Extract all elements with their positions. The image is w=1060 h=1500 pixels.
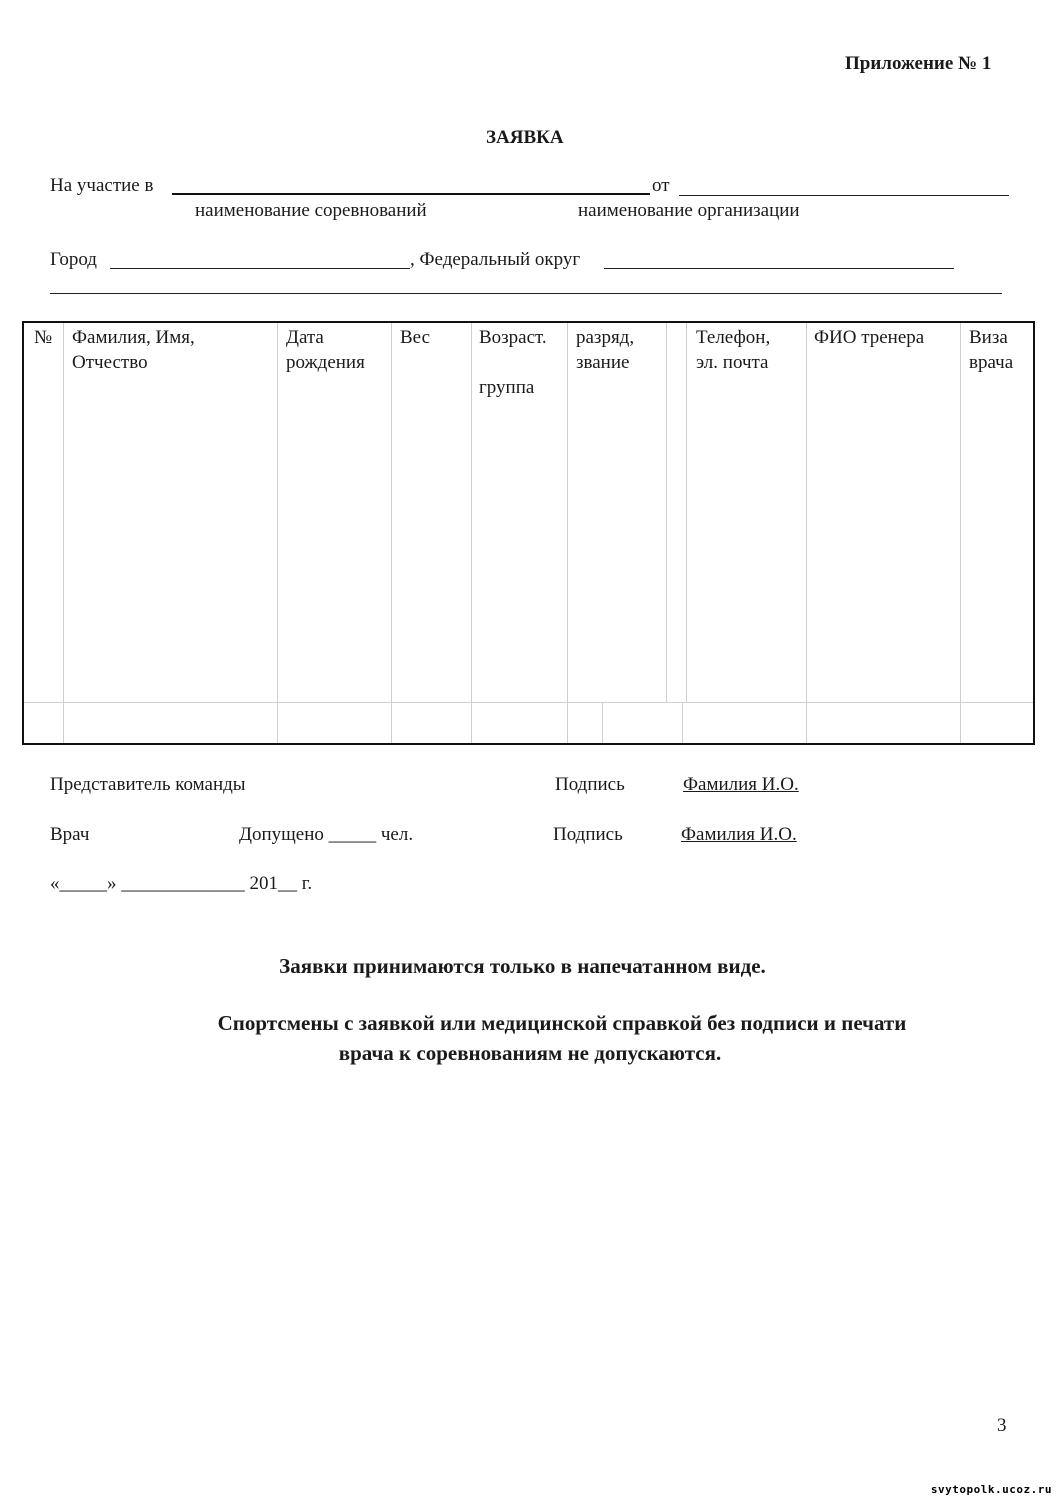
participation-label: На участие в (50, 175, 154, 196)
city-label: Город (50, 249, 97, 270)
table-column-divider (682, 702, 683, 743)
header-full-name: Фамилия, Имя, Отчество (72, 327, 195, 373)
notice-line-2: врача к соревнованиям не допускаются. (338, 1041, 722, 1065)
extra-field-line (50, 293, 1002, 294)
table-column-divider (391, 323, 392, 743)
page-number: 3 (997, 1415, 1007, 1436)
date-line: «_____» _____________ 201__ г. (50, 873, 313, 894)
signature-label-representative: Подпись (555, 774, 625, 795)
name-label-representative: Фамилия И.О. (683, 774, 799, 795)
appendix-label: Приложение № 1 (845, 53, 992, 74)
watermark: svytopolk.ucoz.ru (930, 1483, 1052, 1496)
doctor-label: Врач (50, 824, 90, 845)
competition-field-line (172, 193, 650, 195)
page-title: ЗАЯВКА (486, 127, 564, 148)
table-column-divider (806, 323, 807, 743)
district-field-line (604, 268, 954, 269)
participants-table (22, 321, 1035, 745)
city-field-line (110, 268, 410, 269)
table-column-divider (602, 702, 603, 743)
header-doctor-visa: Виза врача (969, 327, 1014, 373)
competition-caption: наименование соревнований (195, 200, 427, 221)
signature-label-doctor: Подпись (553, 824, 623, 845)
table-column-divider (63, 323, 64, 743)
notice-line-1: Спортсмены с заявкой или медицинской справкой без подписи и печати (217, 1011, 907, 1035)
header-rank: разряд, звание (576, 327, 635, 373)
from-label: от (652, 175, 670, 196)
organization-field-line (679, 195, 1009, 196)
header-weight: Вес (400, 327, 431, 348)
organization-caption: наименование организации (578, 200, 800, 221)
district-label: , Федеральный округ (410, 249, 581, 270)
table-column-divider (277, 323, 278, 743)
header-coach: ФИО тренера (814, 327, 925, 348)
notice-printed-only: Заявки принимаются только в напечатанном виде. (279, 954, 766, 978)
header-contacts: Телефон, эл. почта (696, 327, 771, 373)
header-birth-date: Дата рождения (286, 327, 365, 373)
table-column-divider (567, 323, 568, 743)
table-column-divider (666, 323, 667, 702)
representative-label: Представитель команды (50, 774, 246, 795)
name-label-doctor: Фамилия И.О. (681, 824, 797, 845)
table-row-divider (24, 702, 1033, 703)
table-column-divider (471, 323, 472, 743)
table-column-divider (686, 323, 687, 702)
admitted-count-label: Допущено _____ чел. (239, 824, 414, 845)
header-age-group: Возраст. группа (479, 327, 547, 398)
table-column-divider (960, 323, 961, 743)
header-number: № (34, 327, 53, 348)
